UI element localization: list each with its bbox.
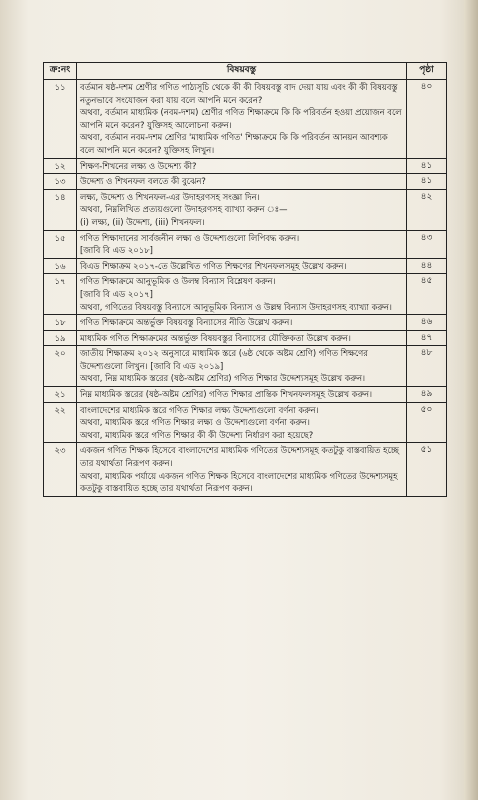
table-row	[44, 402, 447, 443]
subject-line: নিম্ন মাধ্যমিক স্তরের (ষষ্ঠ-অষ্টম শ্রেণির) গণিত শিক্ষার প্রান্তিক শিখনফলসমূহ উল্লেখ করুন।	[80, 389, 372, 400]
subject-line: বর্তমান ষষ্ঠ-দশম শ্রেণীর গণিত পাঠ্যসূচি থেকে কী কী বিষয়বস্তু বাদ দেয়া যায় এবং কী কী বিষয়বস্তু নতুনভাবে সংযোজন করা যায় বলে আপনি মনে করেন?	[80, 82, 398, 105]
row-serial: ২১	[44, 387, 77, 403]
row-subject	[77, 346, 407, 387]
contents-header-row	[44, 63, 447, 80]
row-serial: ২০	[44, 346, 77, 387]
table-row	[44, 189, 447, 230]
row-serial: ২৩	[44, 443, 77, 496]
row-subject	[77, 158, 407, 174]
subject-line: অথবা, মাধ্যমিক পর্যায়ে একজন গণিত শিক্ষক হিসেবে বাংলাদেশের মাধ্যমিক গণিতের উদ্দেশ্যসমূহ কতটুকু বাস্তবায়িত হচ্ছে তার যথার্থতা নিরূপণ করুন।	[80, 470, 398, 494]
subject-line: অথবা, নিম্ন মাধ্যমিক স্তরের (ষষ্ঠ-অষ্টম শ্রেণির) গণিত শিক্ষার উদ্দেশ্যসমূহ উল্লেখ করুন।	[80, 373, 365, 384]
row-page-number: ৪১	[407, 174, 447, 190]
header-serial: ক্র:নং	[44, 63, 77, 80]
row-subject	[77, 330, 407, 346]
table-row	[44, 387, 447, 403]
table-row	[44, 346, 447, 387]
row-serial: ১৭	[44, 274, 77, 315]
table-row	[44, 158, 447, 174]
row-serial: ১৮	[44, 315, 77, 331]
row-page-number: ৪৪	[407, 258, 447, 274]
row-serial: ১৩	[44, 174, 77, 190]
row-page-number: ৫১	[407, 443, 447, 496]
row-serial: ১৬	[44, 258, 77, 274]
row-page-number: ৪৯	[407, 387, 447, 403]
row-serial: ১৫	[44, 230, 77, 258]
subject-line: অথবা, বর্তমান নবম-দশম শ্রেণির 'মাধ্যমিক গণিত' শিক্ষাক্রমে কি কি পরিবর্তন আনয়ন আবশ্যক বলে আপনি মনে করেন? যুক্তিসহ লিখুন।	[80, 132, 388, 155]
row-serial: ১৪	[44, 189, 77, 230]
subject-line: একজন গণিত শিক্ষক হিসেবে বাংলাদেশের মাধ্যমিক গণিতের উদ্দেশ্যসমূহ কতটুকু বাস্তবায়িত হচ্ছে তার যথার্থতা নিরূপণ করুন।	[80, 445, 399, 469]
subject-line: অথবা, গণিতের বিষয়বস্তু বিন্যাসে আনুভূমিক বিন্যাস ও উল্লম্ব বিন্যাস উদাহরণসহ ব্যাখ্যা করুন।	[80, 301, 392, 312]
subject-line: লক্ষ্য, উদ্দেশ্য ও শিখনফল-এর উদাহরণসহ সংজ্ঞা দিন।	[80, 191, 260, 202]
row-subject	[77, 189, 407, 230]
subject-line: অথবা, মাধ্যমিক স্তরে গণিত শিক্ষার লক্ষ্য ও উদ্দেশ্যগুলো বর্ণনা করুন।	[80, 417, 310, 428]
row-subject	[77, 174, 407, 190]
row-subject	[77, 443, 407, 496]
row-page-number: ৪৫	[407, 274, 447, 315]
row-subject	[77, 230, 407, 258]
row-page-number: ৪১	[407, 158, 447, 174]
row-subject	[77, 258, 407, 274]
subject-line: [জাবি বি এড ২০১৮]	[80, 245, 153, 256]
table-row	[44, 443, 447, 496]
subject-line: শিক্ষণ-শিখনের লক্ষ্য ও উদ্দেশ্য কী?	[80, 160, 197, 171]
subject-line: উদ্দেশ্য ও শিখনফল বলতে কী বুঝেন?	[80, 176, 206, 187]
header-page: পৃষ্ঠা	[407, 63, 447, 80]
row-page-number: ৪৩	[407, 230, 447, 258]
table-row	[44, 80, 447, 159]
contents-table	[43, 62, 447, 497]
row-subject	[77, 315, 407, 331]
row-serial: ১৯	[44, 330, 77, 346]
table-row	[44, 174, 447, 190]
subject-line: বাংলাদেশের মাধ্যমিক স্তরে গণিত শিক্ষার লক্ষ্য উদ্দেশ্যগুলো বর্ণনা করুন।	[80, 404, 319, 415]
row-page-number: ৪২	[407, 189, 447, 230]
subject-line: মাধ্যমিক গণিত শিক্ষাক্রমের অন্তর্ভুক্ত বিষয়বস্তুর বিন্যাসের যৌক্তিকতা উল্লেখ করুন।	[80, 332, 351, 343]
header-subject: বিষয়বস্তু	[77, 63, 407, 80]
row-page-number: ৫০	[407, 402, 447, 443]
table-row	[44, 274, 447, 315]
subject-line: [জাবি বি এড ২০১৭]	[80, 288, 153, 299]
book-spine-shadow	[464, 0, 478, 800]
subject-line: বিএড শিক্ষাক্রম ২০১৭-তে উল্লেখিত গণিত শিক্ষণের শিখনফলসমূহ উল্লেখ করুন।	[80, 260, 347, 271]
subject-line: গণিত শিক্ষাক্রমে অন্তর্ভুক্ত বিষয়বস্তু বিন্যাসের নীতি উল্লেখ করুন।	[80, 317, 293, 328]
row-page-number: ৪০	[407, 80, 447, 159]
row-page-number: ৪৭	[407, 330, 447, 346]
subject-line: অথবা, মাধ্যমিক স্তরে গণিত শিক্ষার কী কী উদ্দেশ্য নির্ধারণ করা হয়েছে?	[80, 429, 314, 440]
row-page-number: ৪৮	[407, 346, 447, 387]
row-subject	[77, 274, 407, 315]
table-row	[44, 230, 447, 258]
row-serial: ১১	[44, 80, 77, 159]
subject-line: অথবা, নিম্নলিখিত প্রত্যয়গুলো উদাহরণসহ ব্যাখ্যা করুন ঃ—	[80, 204, 288, 215]
row-subject	[77, 387, 407, 403]
table-row	[44, 330, 447, 346]
row-serial: ২২	[44, 402, 77, 443]
subject-line: (i) লক্ষ্য, (ii) উদ্দেশ্য, (iii) শিখনফল।	[80, 216, 205, 227]
subject-line: গণিত শিক্ষাদানের সার্বজনীন লক্ষ্য ও উদ্দেশ্যগুলো লিপিবদ্ধ করুন।	[80, 232, 300, 243]
table-row	[44, 258, 447, 274]
row-subject	[77, 80, 407, 159]
subject-line: গণিত শিক্ষাক্রমে আনুভূমিক ও উলম্ব বিন্যাস বিশ্লেষণ করুন।	[80, 276, 276, 287]
contents-body	[44, 80, 447, 497]
row-subject	[77, 402, 407, 443]
subject-line: অথবা, বর্তমান মাধ্যমিক (নবম-দশম) শ্রেণীর গণিত শিক্ষাক্রমে কি কি পরিবর্তন হওয়া প্রয়োজন বলে আপনি মনে করেন? যুক্তিসহ আলোচনা করুন।	[80, 107, 402, 130]
subject-line: জাতীয় শিক্ষাক্রম ২০১২ অনুসারে মাধ্যমিক স্তরে (৬ষ্ঠ থেকে অষ্টম শ্রেণি) গণিত শিক্ষণের উদ্দেশ্যগুলো লিখুন। [জাবি বি এড ২০১৯]	[80, 348, 368, 371]
row-page-number: ৪৬	[407, 315, 447, 331]
row-serial: ১২	[44, 158, 77, 174]
table-row	[44, 315, 447, 331]
